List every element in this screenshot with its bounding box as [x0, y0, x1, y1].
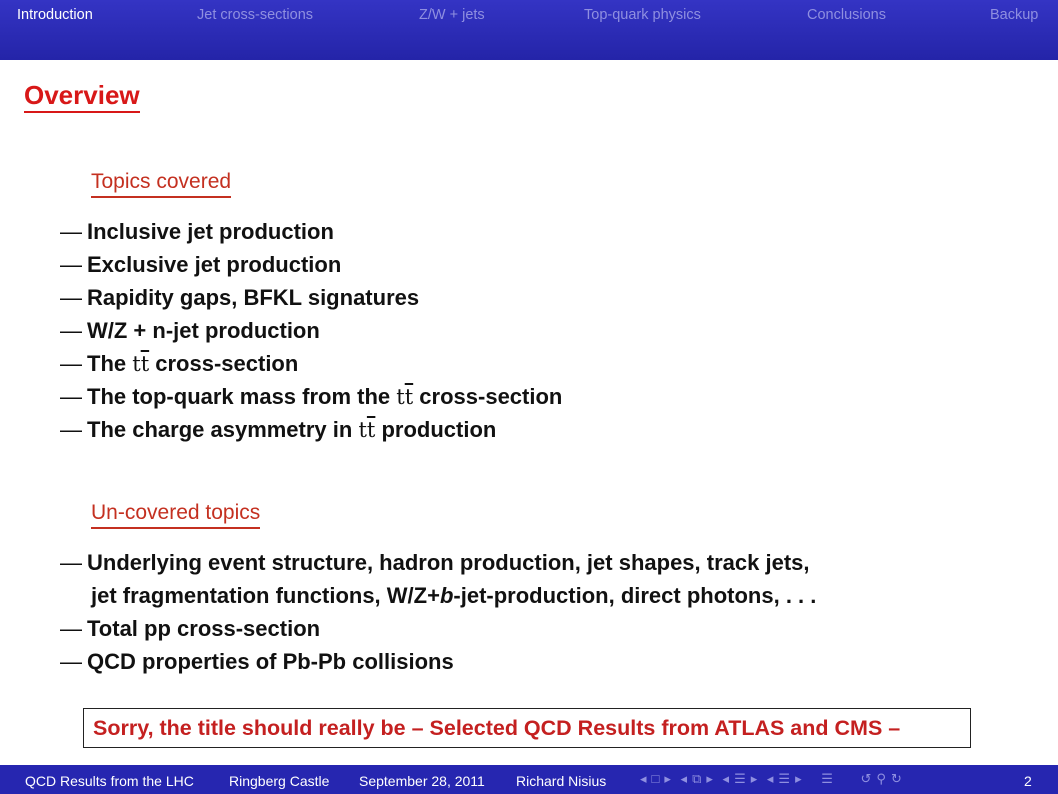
frame-icon[interactable]: ⧉ [692, 771, 703, 786]
dash-bullet: — [60, 285, 82, 310]
ttbar-symbol: $t\overline{t}$ [132, 352, 150, 376]
dash-bullet: — [60, 649, 82, 674]
dash-bullet: — [60, 616, 82, 641]
back-icon[interactable]: ↺ [860, 771, 873, 786]
subsection-icon[interactable]: ☰ [734, 771, 747, 786]
footer-bar [0, 765, 1058, 794]
footer-venue: Ringberg Castle [229, 773, 330, 789]
list-item: — Rapidity gaps, BFKL signatures [60, 281, 562, 314]
beamer-navigation-controls [640, 771, 907, 787]
footer-talk-title: QCD Results from the LHC [25, 773, 194, 789]
page-number: 2 [1024, 773, 1032, 789]
forward-icon[interactable]: ↻ [890, 771, 903, 786]
title-note-box [83, 708, 971, 748]
prev-frame-icon[interactable]: ◂ [680, 771, 689, 786]
header-bar [0, 0, 1058, 60]
next-slide-icon[interactable]: ▸ [664, 771, 672, 786]
list-item: — Underlying event structure, hadron production, jet shapes, track jets, [60, 546, 816, 579]
list-item: — QCD properties of Pb-Pb collisions [60, 645, 816, 678]
dash-bullet: — [60, 318, 82, 343]
nav-zw-jets[interactable]: Z/W + jets [419, 7, 485, 23]
topics-covered-list [60, 215, 562, 446]
frame-title: Overview [24, 80, 140, 113]
list-item: — Total pp cross-section [60, 612, 816, 645]
nav-top-quark-physics[interactable]: Top-quark physics [584, 7, 701, 23]
topics-covered-heading: Topics covered [91, 169, 231, 198]
nav-conclusions[interactable]: Conclusions [807, 7, 886, 23]
uncovered-topics-heading: Un-covered topics [91, 500, 260, 529]
nav-introduction[interactable]: Introduction [17, 7, 93, 23]
dash-bullet: — [60, 384, 82, 409]
dash-bullet: — [60, 550, 82, 575]
dash-bullet: — [60, 351, 82, 376]
list-item: — Inclusive jet production [60, 215, 562, 248]
search-icon[interactable]: ⚲ [876, 771, 887, 786]
list-item: — The charge asymmetry in $t\overline{t}$ production [60, 413, 562, 446]
prev-subsection-icon[interactable]: ◂ [722, 771, 731, 786]
ttbar-symbol: $t\overline{t}$ [358, 418, 376, 442]
list-item: — The top-quark mass from the $t\overline{t}$ cross-section [60, 380, 562, 413]
list-item: — The $t\overline{t}$ cross-section [60, 347, 562, 380]
title-note-text: Sorry, the title should really be – Selected QCD Results from ATLAS and CMS – [93, 715, 901, 740]
section-icon[interactable]: ☰ [778, 771, 792, 786]
prev-slide-icon[interactable]: ◂ [640, 771, 648, 786]
list-item-continuation: jet fragmentation functions, W/Z+b-jet-production, direct photons, . . . [91, 583, 817, 608]
nav-jet-cross-sections[interactable]: Jet cross-sections [197, 7, 314, 23]
slide-box-icon[interactable]: □ [651, 771, 661, 786]
dash-bullet: — [60, 219, 82, 244]
next-section-icon[interactable]: ▸ [795, 771, 803, 786]
footer-date: September 28, 2011 [359, 773, 485, 789]
next-subsection-icon[interactable]: ▸ [750, 771, 759, 786]
document-icon[interactable]: ☰ [821, 771, 834, 786]
list-item: — Exclusive jet production [60, 248, 562, 281]
dash-bullet: — [60, 417, 82, 442]
ttbar-symbol: $t\overline{t}$ [396, 385, 414, 409]
next-frame-icon[interactable]: ▸ [706, 771, 714, 786]
uncovered-topics-list [60, 546, 816, 678]
list-item: — W/Z + n-jet production [60, 314, 562, 347]
prev-section-icon[interactable]: ◂ [766, 771, 775, 786]
nav-backup[interactable]: Backup [990, 7, 1039, 23]
dash-bullet: — [60, 252, 82, 277]
footer-author: Richard Nisius [516, 773, 607, 789]
